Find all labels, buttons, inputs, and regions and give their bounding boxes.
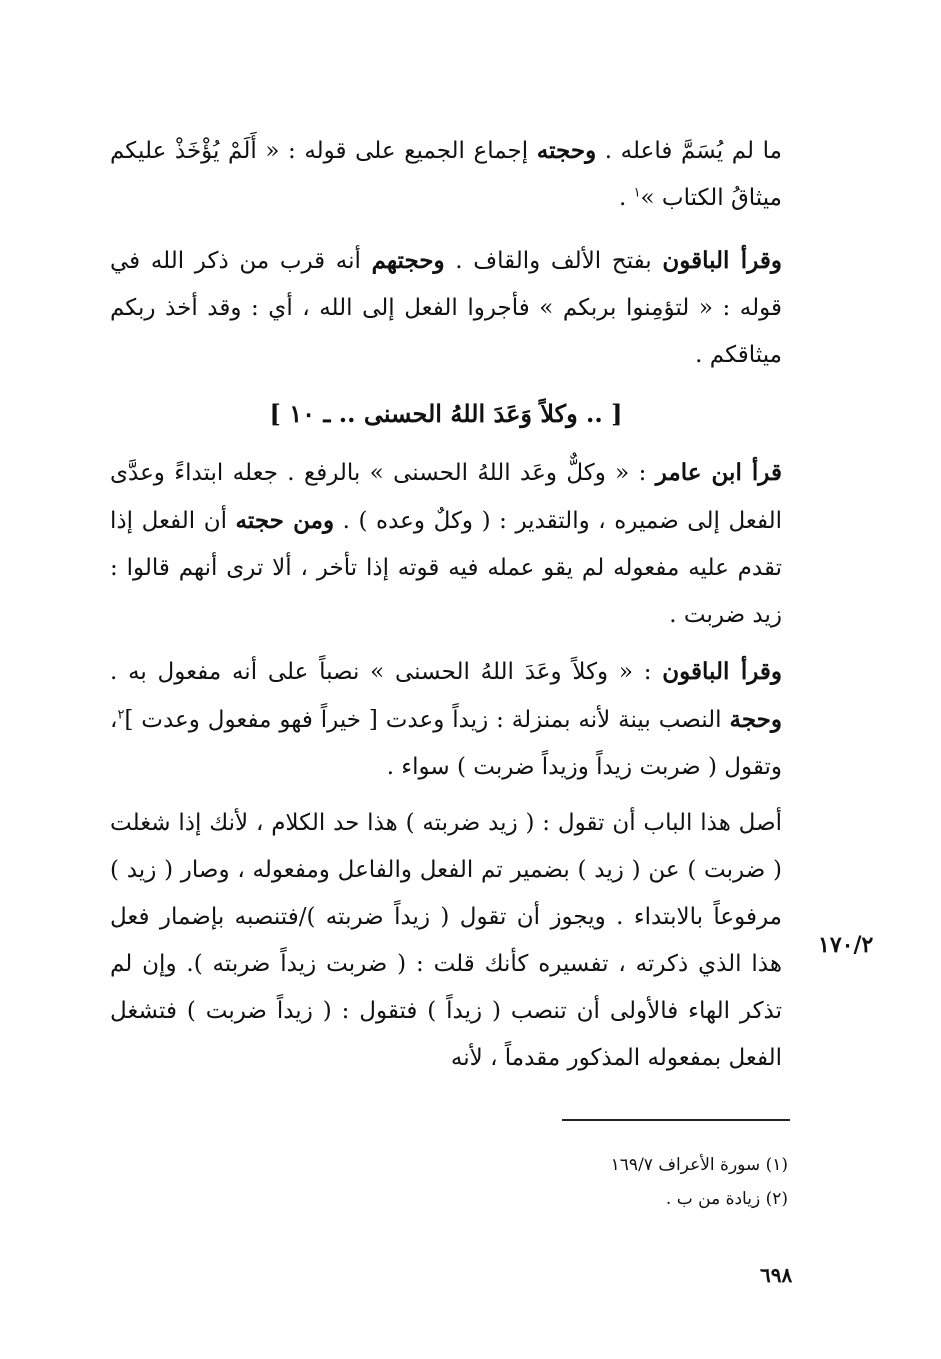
p3-text-d: أن الفعل إذا تقدم عليه مفعوله لم يقو عمله فيه قوته إذا تأخر ، ألا ترى أنهم قالوا : زيد ضربت . xyxy=(110,508,782,628)
p1-text-c: إجماع الجميع على قوله : « أَلَمْ يُؤْخَذْ عليكم ميثاقُ الكتاب » xyxy=(110,138,782,211)
p4-text-e: ، وتقول ( ضربت زيداً وزيداً ضربت ) سواء . xyxy=(110,707,782,780)
paragraph-3 xyxy=(110,449,782,639)
p2-text-c: بفتح الألف والقاف . xyxy=(444,248,663,274)
p3-bold-min-hujjatihi: ومن حجته xyxy=(235,507,335,534)
p2-bold-hujjatuhum: وحجتهم xyxy=(371,247,445,274)
footnote-ref-1: ١ xyxy=(633,185,641,201)
p4-text-b: : « وكلاً وعَدَ اللهُ الحسنى » نصباً على أنه مفعول به . xyxy=(110,659,663,685)
page-number: ٦٩٨ xyxy=(760,1263,793,1287)
footnotes xyxy=(400,1148,788,1216)
footnote-1: (١) سورة الأعراف ١٦٩/٧ xyxy=(610,1155,788,1175)
p5-text: أصل هذا الباب أن تقول : ( زيد ضربته ) هذا حد الكلام ، لأنك إذا شغلت ( ضربت ) عن ( زيد ) بضمير تم الفعل والفاعل ومفعوله ، وصار ( زيد ) مرفوعاً بالابتداء . ويجوز أن تقول ( زيداً ضربته )/فتنصبه بإضمار فعل هذا الذي ذكرته ، تفسيره كأنك قلت : ( ضربت زيداً ضربته ). وإن لم تذكر الهاء فالأولى أن تنصب ( زيداً ) فتقول : ( زيداً ضربت ) فتشغل الفعل بمفعوله المذكور مقدماً ، لأنه xyxy=(110,810,782,1071)
footnote-separator xyxy=(562,1119,790,1121)
p1-bold-hujjatuhu: وحجته xyxy=(536,137,597,164)
p3-text-b: : « وكلٌّ وعَد اللهُ الحسنى » بالرفع . جعله ابتداءً وعدَّى الفعل إلى ضميره ، والتقدير : ( وكلٌ وعده ) . xyxy=(110,460,782,534)
footnote-2: (٢) زيادة من ب . xyxy=(665,1189,788,1209)
p3-bold-ibn-amir: قرأ ابن عامر xyxy=(655,459,782,486)
p2-bold-albaqun: الباقون xyxy=(662,247,730,274)
p1-text-d: . xyxy=(618,185,634,211)
verse-heading: [ .. وكلاً وَعَدَ اللهُ الحسنى .. ـ ١٠ ] xyxy=(269,399,623,428)
p2-bold-waqaraa: وقرأ xyxy=(729,247,782,274)
p2-text-e: أنه قرب من ذكر الله في قوله : « لتؤمِنوا بربكم » فأجروا الفعل إلى الله ، أي : وقد أخذ ربكم ميثاقكم . xyxy=(110,248,782,368)
paragraph-1 xyxy=(110,127,782,222)
p1-text-a: ما لم يُسَمَّ فاعله . xyxy=(596,138,782,164)
paragraph-2 xyxy=(110,237,782,379)
footnote-ref-2: ٢ xyxy=(117,707,125,723)
p4-text-d: النصب بينة لأنه بمنزلة : زيداً وعدت [ خيراً فهو مفعول وعدت ] xyxy=(124,707,730,733)
p4-bold-wahujjat: وحجة xyxy=(729,706,782,733)
manuscript-folio-note: ١٧٠/٢ xyxy=(818,932,874,958)
p4-bold-waqaraa-albaqun: وقرأ الباقون xyxy=(662,658,782,685)
paragraph-5 xyxy=(110,800,782,1082)
paragraph-4 xyxy=(110,648,782,791)
